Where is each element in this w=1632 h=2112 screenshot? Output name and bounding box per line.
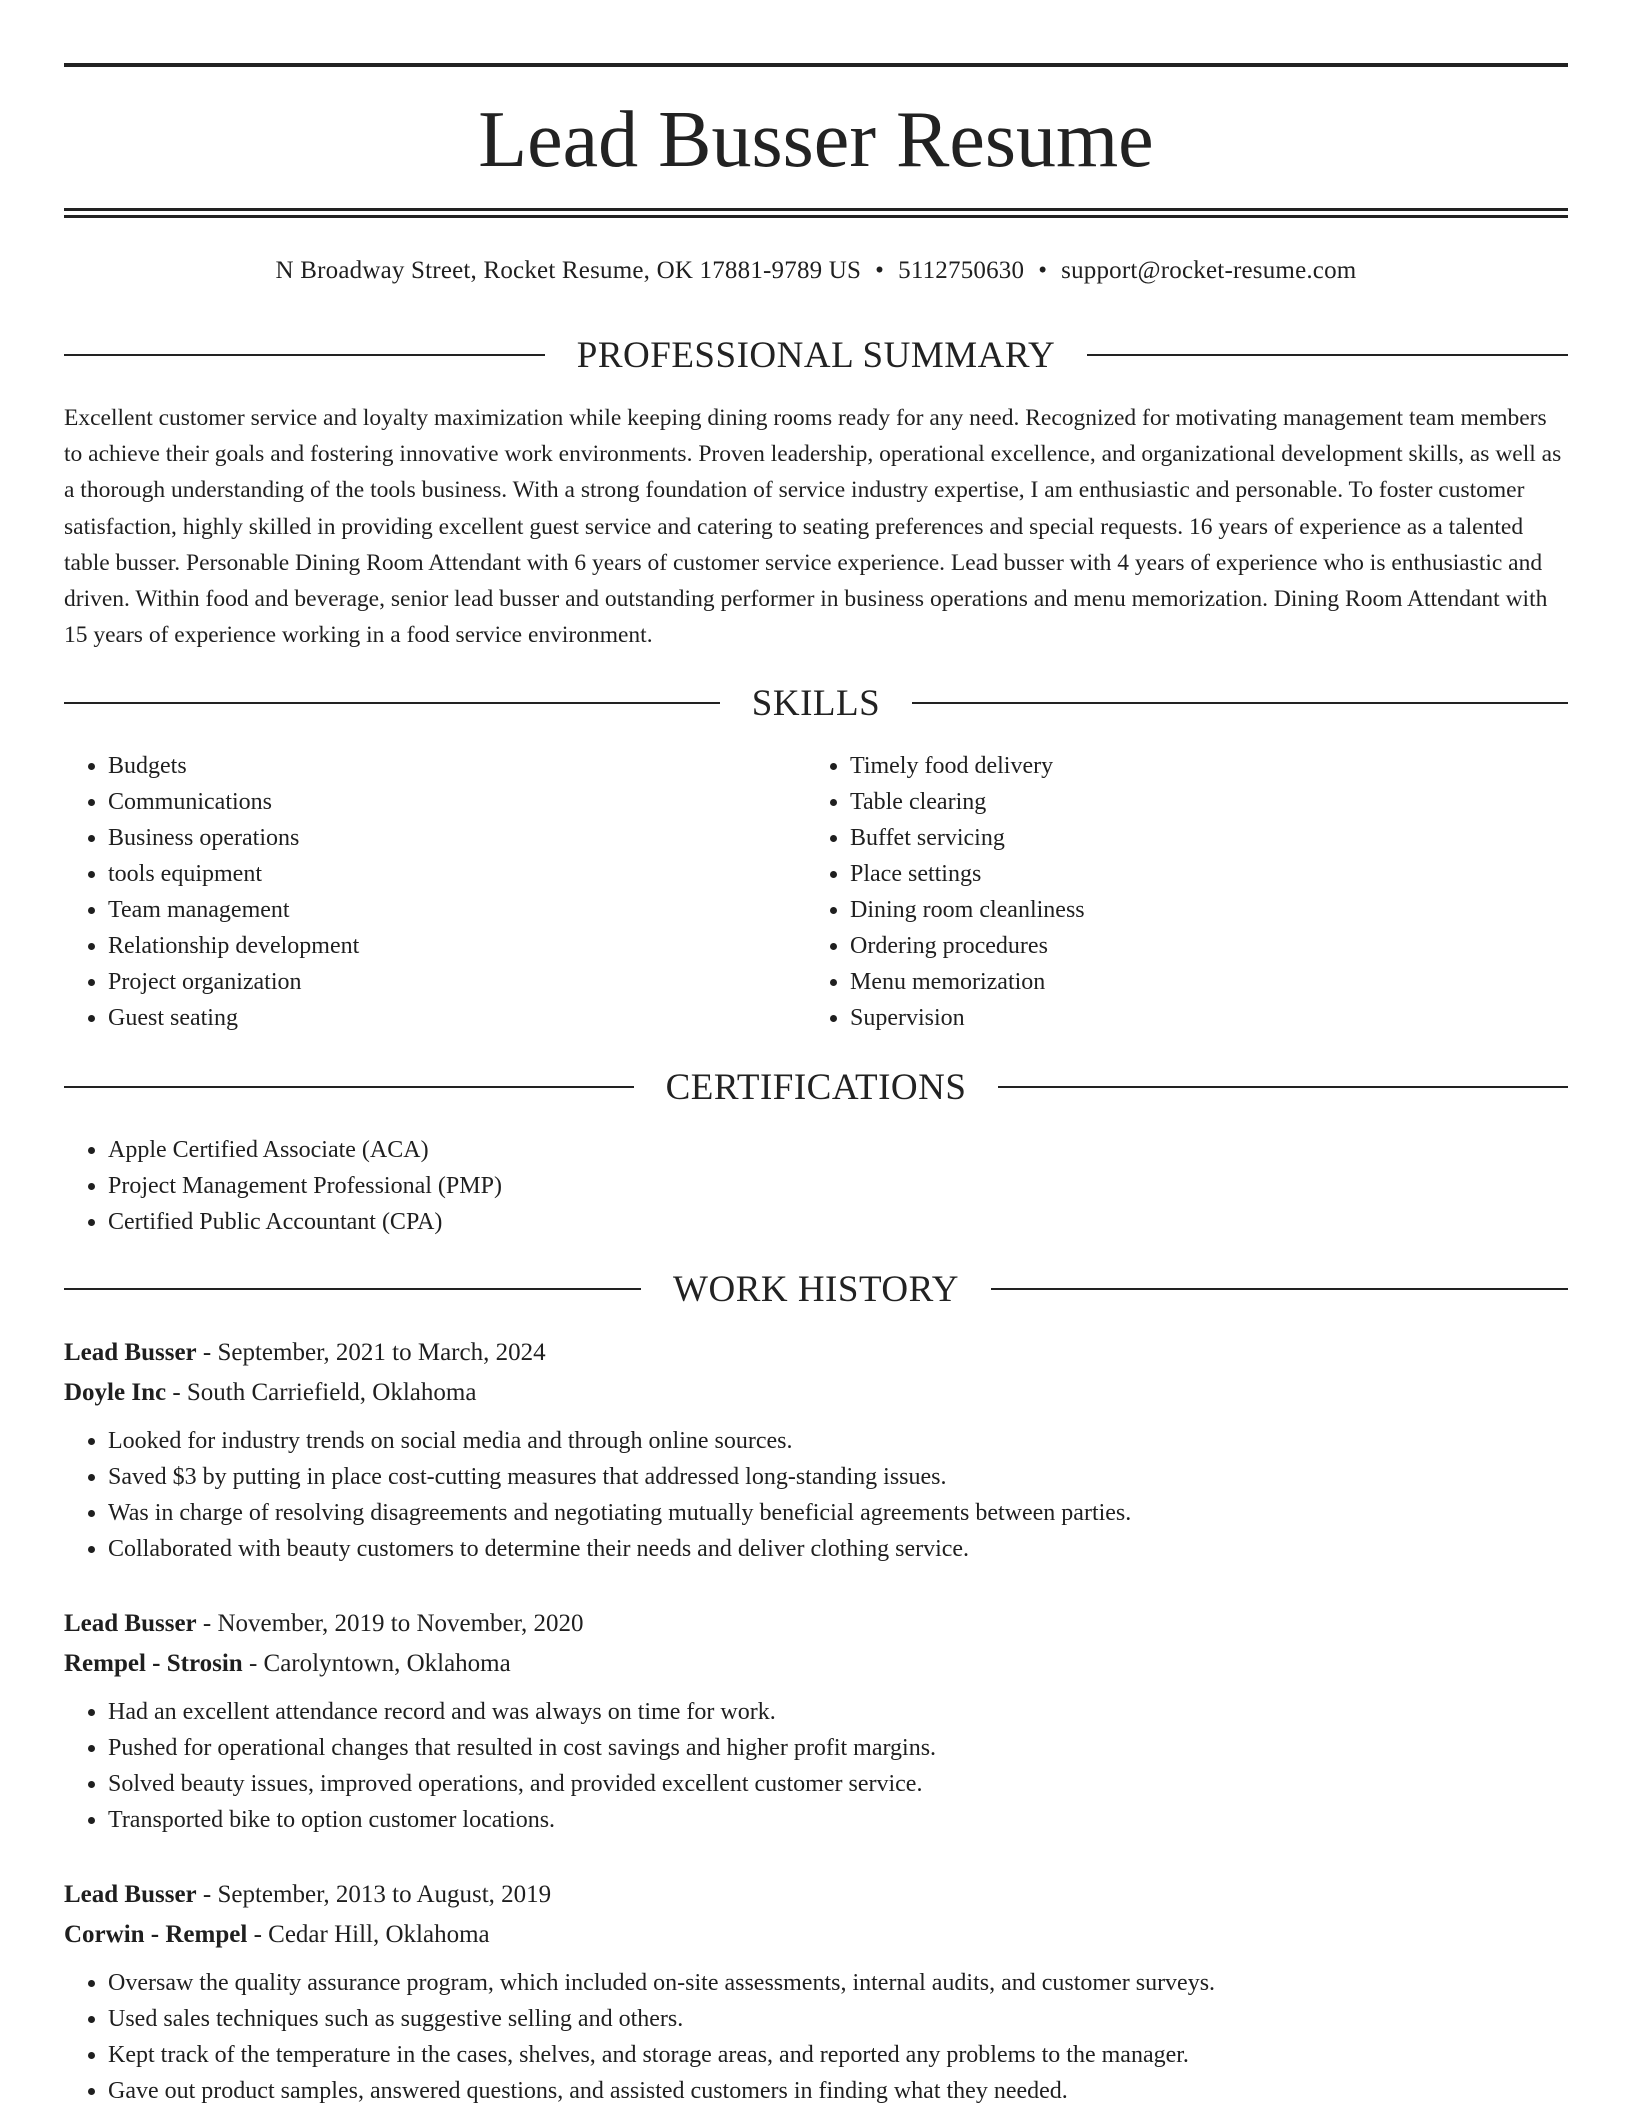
summary-section-heading bbox=[64, 332, 1568, 378]
job-entry bbox=[64, 1875, 1568, 2109]
job-bullet-item: • Gave out product samples, answered questions, and assisted customers in finding what they needed. bbox=[108, 2073, 1568, 2109]
contact-separator: • bbox=[875, 257, 885, 284]
job-dates: - November, 2019 to November, 2020 bbox=[196, 1610, 584, 1637]
job-company: Rempel - Strosin bbox=[64, 1650, 243, 1677]
skill-item: • Relationship development bbox=[108, 928, 764, 964]
work-history-section-heading bbox=[64, 1266, 1568, 1312]
certification-item: • Project Management Professional (PMP) bbox=[108, 1168, 1568, 1204]
job-bullet-item: • Collaborated with beauty customers to determine their needs and deliver clothing service. bbox=[108, 1531, 1568, 1567]
skill-item: • Buffet servicing bbox=[850, 820, 1566, 856]
skills-list-right bbox=[806, 748, 1566, 1036]
skill-item: • Place settings bbox=[850, 856, 1566, 892]
certification-item: • Certified Public Accountant (CPA) bbox=[108, 1204, 1568, 1240]
job-title: Lead Busser bbox=[64, 1881, 197, 1908]
skills-section-heading bbox=[64, 680, 1568, 726]
heading-rule bbox=[1087, 354, 1568, 356]
contact-phone: 5112750630 bbox=[898, 257, 1025, 284]
job-title: Lead Busser bbox=[64, 1339, 197, 1366]
job-title-line bbox=[64, 1604, 1568, 1644]
heading-rule bbox=[991, 1288, 1568, 1290]
job-bullets bbox=[64, 1694, 1568, 1838]
skill-item: • Table clearing bbox=[850, 784, 1566, 820]
skills-heading-label: SKILLS bbox=[751, 682, 881, 724]
skill-item: • Communications bbox=[108, 784, 764, 820]
skill-item: • Menu memorization bbox=[850, 964, 1566, 1000]
job-bullets bbox=[64, 1965, 1568, 2109]
job-bullet-item: • Transported bike to option customer locations. bbox=[108, 1802, 1568, 1838]
job-company: Doyle Inc bbox=[64, 1379, 167, 1406]
heading-rule bbox=[998, 1086, 1568, 1088]
summary-heading-label: PROFESSIONAL SUMMARY bbox=[576, 334, 1056, 376]
certifications-list bbox=[64, 1132, 1568, 1240]
skills-left-column bbox=[64, 748, 764, 1036]
job-dates: - September, 2021 to March, 2024 bbox=[196, 1339, 546, 1366]
contact-email: support@rocket-resume.com bbox=[1061, 257, 1357, 284]
skills-right-column bbox=[806, 748, 1566, 1036]
skill-item: • Supervision bbox=[850, 1000, 1566, 1036]
heading-rule bbox=[64, 1086, 634, 1088]
skill-item: • Budgets bbox=[108, 748, 764, 784]
job-company-line bbox=[64, 1644, 1568, 1684]
job-location: - South Carriefield, Oklahoma bbox=[166, 1379, 477, 1406]
heading-rule bbox=[64, 1288, 641, 1290]
job-bullet-item: • Solved beauty issues, improved operations, and provided excellent customer service. bbox=[108, 1766, 1568, 1802]
job-bullet-item: • Kept track of the temperature in the cases, shelves, and storage areas, and reported any problems to the manager. bbox=[108, 2037, 1568, 2073]
contact-line bbox=[64, 253, 1568, 289]
job-bullet-item: • Saved $3 by putting in place cost-cutting measures that addressed long-standing issues. bbox=[108, 1459, 1568, 1495]
job-location: - Carolyntown, Oklahoma bbox=[242, 1650, 511, 1677]
skill-item: • Team management bbox=[108, 892, 764, 928]
certifications-section-heading bbox=[64, 1064, 1568, 1110]
job-title: Lead Busser bbox=[64, 1610, 197, 1637]
top-rule bbox=[64, 63, 1568, 67]
job-company-line bbox=[64, 1373, 1568, 1413]
job-company-line bbox=[64, 1915, 1568, 1955]
job-bullet-item: • Was in charge of resolving disagreements and negotiating mutually beneficial agreements between parties. bbox=[108, 1495, 1568, 1531]
heading-rule bbox=[64, 702, 720, 704]
job-location: - Cedar Hill, Oklahoma bbox=[247, 1921, 490, 1948]
job-entry bbox=[64, 1604, 1568, 1838]
summary-text: Excellent customer service and loyalty maximization while keeping dining rooms ready for any need. Recognized for motivating management team members to achieve their goals and fostering innovative work environments. Proven leadership, operational excellence, and organizational development skills, as well as a thorough understanding of the tools business. With a strong foundation of service industry expertise, I am enthusiastic and personable. To foster customer satisfaction, highly skilled in providing excellent guest service and catering to seating preferences and special requests. 16 years of experience as a talented table busser. Personable Dining Room Attendant with 6 years of customer service experience. Lead busser with 4 years of experience who is enthusiastic and driven. Within food and beverage, senior lead busser and outstanding performer in business operations and menu memorization. Dining Room Attendant with 15 years of experience working in a food service environment. bbox=[64, 405, 1562, 649]
job-bullet-item: • Oversaw the quality assurance program, which included on-site assessments, internal audits, and customer surveys. bbox=[108, 1965, 1568, 2001]
heading-rule bbox=[64, 354, 545, 356]
skill-item: • Business operations bbox=[108, 820, 764, 856]
skill-item: • Project organization bbox=[108, 964, 764, 1000]
certifications-heading-label: CERTIFICATIONS bbox=[665, 1066, 967, 1108]
job-entry bbox=[64, 1333, 1568, 1567]
job-bullet-item: • Used sales techniques such as suggestive selling and others. bbox=[108, 2001, 1568, 2037]
job-title-line bbox=[64, 1333, 1568, 1373]
skill-item: • tools equipment bbox=[108, 856, 764, 892]
skill-item: • Dining room cleanliness bbox=[850, 892, 1566, 928]
job-dates: - September, 2013 to August, 2019 bbox=[196, 1881, 552, 1908]
work-history-heading-label: WORK HISTORY bbox=[673, 1268, 959, 1310]
contact-separator: • bbox=[1038, 257, 1048, 284]
skill-item: • Guest seating bbox=[108, 1000, 764, 1036]
skills-list-left bbox=[64, 748, 764, 1036]
title-double-rule bbox=[64, 208, 1568, 218]
skill-item: • Ordering procedures bbox=[850, 928, 1566, 964]
job-bullet-item: • Had an excellent attendance record and was always on time for work. bbox=[108, 1694, 1568, 1730]
certification-item: • Apple Certified Associate (ACA) bbox=[108, 1132, 1568, 1168]
job-bullets bbox=[64, 1423, 1568, 1567]
skill-item: • Timely food delivery bbox=[850, 748, 1566, 784]
page-title: Lead Busser Resume bbox=[478, 96, 1154, 184]
job-title-line bbox=[64, 1875, 1568, 1915]
contact-address: N Broadway Street, Rocket Resume, OK 17881-9789 US bbox=[275, 257, 862, 284]
job-bullet-item: • Looked for industry trends on social media and through online sources. bbox=[108, 1423, 1568, 1459]
job-bullet-item: • Pushed for operational changes that resulted in cost savings and higher profit margins. bbox=[108, 1730, 1568, 1766]
certifications-block bbox=[64, 1132, 1568, 1240]
job-company: Corwin - Rempel bbox=[64, 1921, 248, 1948]
heading-rule bbox=[912, 702, 1568, 704]
